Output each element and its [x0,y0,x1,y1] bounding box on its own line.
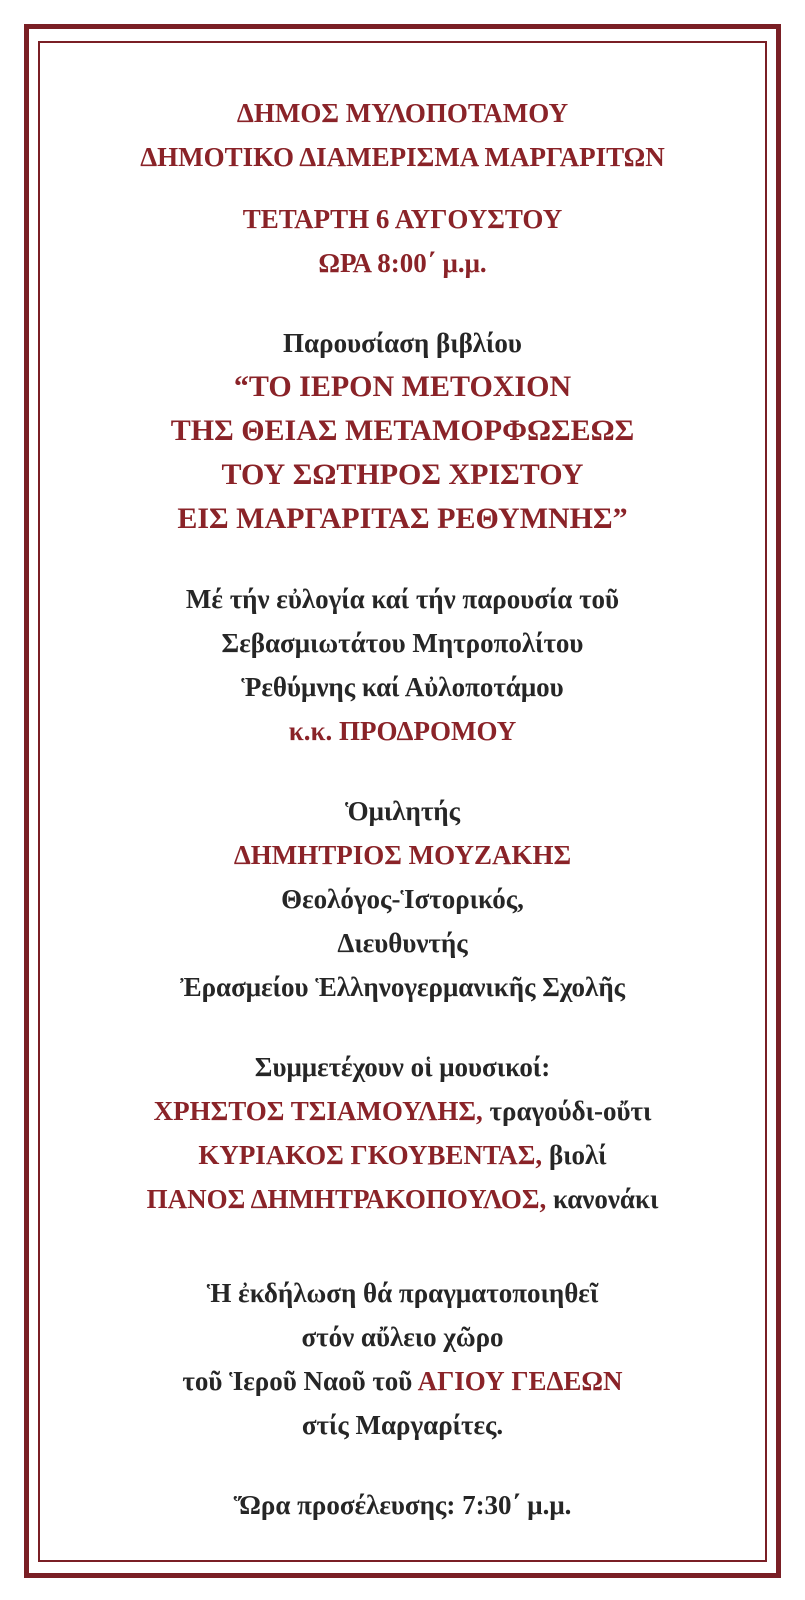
musician-line [38,1133,767,1177]
arrival-time: Ὥρα προσέλευσης: 7:30΄ μ.μ. [233,1490,572,1520]
venue-church-line [38,1359,767,1403]
district-title: ΔΗΜΟΤΙΚΟ ΔΙΑΜΕΡΙΣΜΑ ΜΑΡΓΑΡΙΤΩΝ [140,142,665,172]
book-title-line: ΤΟΥ ΣΩΤΗΡΟΣ ΧΡΙΣΤΟΥ [221,458,584,491]
musician-instrument: κανονάκι [546,1184,659,1214]
municipality-title: ΔΗΜΟΣ ΜΥΛΟΠΟΤΑΜΟΥ [236,98,569,128]
metropolitan-line [38,709,767,753]
speaker-title: Θεολόγος-Ἱστορικός, [281,884,524,914]
musician-name: ΧΡΗΣΤΟΣ ΤΣΙΑΜΟΥΛΗΣ, [153,1096,483,1126]
book-section [38,321,767,541]
musician-instrument: βιολί [542,1140,607,1170]
metropolitan-prefix: κ.κ. [288,716,339,746]
venue-line: στίς Μαργαρίτες. [301,1410,504,1440]
musician-line [38,1089,767,1133]
blessing-line: Ῥεθύμνης καί Αὐλοποτάμου [241,672,564,702]
speaker-title: Διευθυντής [337,928,468,958]
venue-line: Ἡ ἐκδήλωση θά πραγματοποιηθεῖ [206,1278,599,1308]
venue-section [38,1271,767,1447]
book-title-line: “ΤΟ ΙΕΡΟΝ ΜΕΤΟΧΙΟΝ [233,370,572,403]
speaker-title: Ἐρασμείου Ἑλληνογερμανικῆς Σχολῆς [179,972,626,1002]
musicians-intro: Συμμετέχουν οἱ μουσικοί: [254,1052,551,1082]
event-date: ΤΕΤΑΡΤΗ 6 ΑΥΓΟΥΣΤΟΥ [242,204,563,234]
musician-instrument: τραγούδι-οὔτι [482,1096,652,1126]
poster-content [38,91,767,1527]
blessing-line: Σεβασμιωτάτου Μητροπολίτου [221,628,584,658]
musicians-section [38,1045,767,1221]
speaker-name: ΔΗΜΗΤΡΙΟΣ ΜΟΥΖΑΚΗΣ [233,840,572,870]
date-section [38,197,767,285]
book-intro: Παρουσίαση βιβλίου [283,328,522,358]
event-time: ΩΡΑ 8:00΄ μ.μ. [318,248,487,278]
blessing-section [38,577,767,753]
header-section [38,91,767,179]
venue-prefix: τοῦ Ἱεροῦ Ναοῦ τοῦ [182,1366,418,1396]
arrival-section [38,1483,767,1527]
musician-name: ΠΑΝΟΣ ΔΗΜΗΤΡΑΚΟΠΟΥΛΟΣ, [146,1184,547,1214]
speaker-section [38,789,767,1009]
venue-line: στόν αὔλειο χῶρο [301,1322,504,1352]
book-title-line: ΕΙΣ ΜΑΡΓΑΡΙΤΑΣ ΡΕΘΥΜΝΗΣ” [177,502,628,535]
book-title-line: ΤΗΣ ΘΕΙΑΣ ΜΕΤΑΜΟΡΦΩΣΕΩΣ [170,414,635,447]
church-name: ΑΓΙΟΥ ΓΕΔΕΩΝ [417,1366,623,1396]
musician-line [38,1177,767,1221]
metropolitan-name: ΠΡΟΔΡΟΜΟΥ [338,716,517,746]
musician-name: ΚΥΡΙΑΚΟΣ ΓΚΟΥΒΕΝΤΑΣ, [198,1140,543,1170]
speaker-label: Ὁμιλητής [344,796,461,826]
blessing-line: Μέ τήν εὐλογία καί τήν παρουσία τοῦ [185,584,620,614]
